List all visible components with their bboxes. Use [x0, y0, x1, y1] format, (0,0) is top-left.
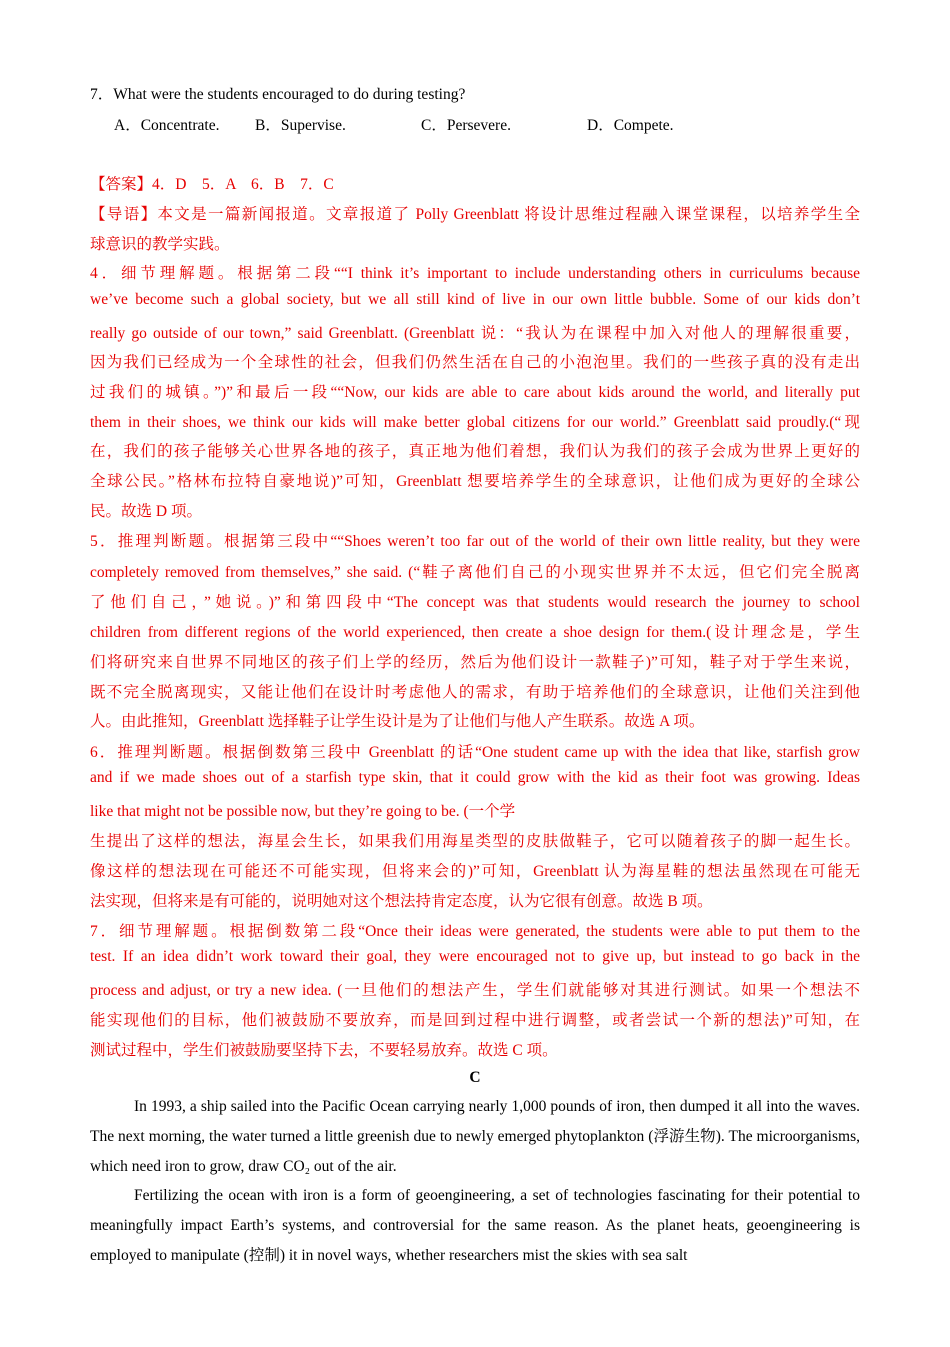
explanation-line: 生提出了这样的想法，海星会生长，如果我们用海星类型的皮肤做鞋子，它可以随着孩子的脚一起生长。 — [90, 833, 860, 850]
explanation-line: 4．细节理解题。根据第二段““I think it’s important to include understanding others in curriculums because — [90, 265, 860, 282]
explanation-line: 了他们自己，”她说。)”和第四段中“The concept was that students would research the journey to school — [90, 594, 860, 611]
explanation-line: 测试过程中，学生们被鼓励要坚持下去，不要轻易放弃。故选 C 项。 — [90, 1042, 558, 1059]
explanation-line: 人。由此推知，Greenblatt 选择鞋子让学生设计是为了让他们与他人产生联系。故选 A 项。 — [90, 713, 705, 730]
passage-c — [90, 1092, 860, 1271]
explanation-line: them in their shoes, we think our kids will make better global citizens for our world.” Greenblatt said proudly.(“现 — [90, 414, 860, 431]
guide-line: 【导语】本文是一篇新闻报道。文章报道了 Polly Greenblatt 将设计思维过程融入课堂课程，以培养学生全 — [90, 206, 860, 223]
option-c: C．Persevere. — [421, 117, 511, 134]
guide-line: 球意识的教学实践。 — [90, 236, 230, 253]
explanation-line: process and adjust, or try a new idea. (一旦他们的想法产生，学生们就能够对其进行测试。如果一个想法不 — [90, 982, 860, 999]
explanation-line: 因为我们已经成为一个全球性的社会，但我们仍然生活在自己的小泡泡里。我们的一些孩子真的没有走出 — [90, 354, 860, 371]
section-heading: C — [469, 1069, 481, 1086]
explanation-line: 法实现，但将来是有可能的，说明她对这个想法持肯定态度，认为它很有创意。故选 B 项。 — [90, 893, 713, 910]
explanation-line: 在，我们的孩子能够关心世界各地的孩子，真正地为他们着想，我们认为我们的孩子会成为世界上更好的 — [90, 443, 860, 460]
explanation-line: like that might not be possible now, but they’re going to be. (一个学 — [90, 803, 516, 820]
explanation-line: 既不完全脱离现实，又能让他们在设计时考虑他人的需求，有助于培养他们的全球意识，让他们关注到他 — [90, 684, 860, 701]
explanation-line: 全球公民。”格林布拉特自豪地说)”可知，Greenblatt 想要培养学生的全球意识，让他们成为更好的全球公 — [90, 473, 860, 490]
explanation-line: children from different regions of the world experienced, then create a shoe design for them.(设计理念是，学生 — [90, 624, 860, 641]
explanation-line: 像这样的想法现在可能还不可能实现，但将来会的)”可知，Greenblatt 认为海星鞋的想法虽然现在可能无 — [90, 863, 860, 880]
passage-paragraph: In 1993, a ship sailed into the Pacific Ocean carrying nearly 1,000 pounds of iron, then dumped it all into the waves. The next morning, the water turned a little greenish due to newly emerged phytoplankton (浮游生物). The microorganisms, which need iron to grow, draw CO₂ out of the air. — [90, 1098, 860, 1175]
option-d: D．Compete. — [587, 117, 674, 134]
explanation-line: completely removed from themselves,” she said. (“鞋子离他们自己的小现实世界并不太远，但它们完全脱离 — [90, 564, 860, 581]
explanation-line: 6．推理判断题。根据倒数第三段中 Greenblatt 的话“One student came up with the idea that like, starfish grow — [90, 744, 860, 761]
explanation-line: 7．细节理解题。根据倒数第二段“Once their ideas were generated, the students were able to put them to the — [90, 923, 860, 940]
explanation-line: 过我们的城镇。”)”和最后一段““Now, our kids are able to care about kids around the world, and literally put — [90, 384, 860, 401]
option-a: A．Concentrate. — [114, 117, 220, 134]
passage-paragraph: Fertilizing the ocean with iron is a form of geoengineering, a set of technologies fascinating for their potential to meaningfully impact Earth’s systems, and controversial for the same reason. As the planet heats, geoengineering is employed to manipulate (控制) it in novel ways, whether researchers mist the skies with sea salt — [90, 1187, 860, 1264]
explanation-line: really go outside of our town,” said Greenblatt. (Greenblatt 说：“我认为在课程中加入对他人的理解很重要， — [90, 325, 860, 342]
explanation-line: 民。故选 D 项。 — [90, 503, 202, 520]
explanation-line: 5．推理判断题。根据第三段中““Shoes weren’t too far out of the world of their own little reality, but they were — [90, 533, 860, 550]
explanation-line: and if we made shoes out of a starfish type skin, that it could grow with the kid as their foot was growing. Ideas — [90, 769, 860, 786]
explanation-line: test. If an idea didn’t work toward their goal, they were encouraged not to give up, but instead to go back in the — [90, 948, 860, 965]
explanation-line: 能实现他们的目标，他们被鼓励不要放弃，而是回到过程中进行调整，或者尝试一个新的想法)”可知，在 — [90, 1012, 860, 1029]
explanation-line: we’ve become such a global society, but we all still kind of live in our own little bubble. Some of our kids don’t — [90, 291, 860, 308]
question-7-stem: 7．What were the students encouraged to do during testing? — [90, 86, 466, 103]
answer-line: 【答案】4．D 5．A 6．B 7．C — [90, 176, 334, 193]
option-b: B．Supervise. — [255, 117, 346, 134]
explanation-line: 们将研究来自世界不同地区的孩子们上学的经历，然后为他们设计一款鞋子)”可知，鞋子对于学生来说， — [90, 654, 860, 671]
